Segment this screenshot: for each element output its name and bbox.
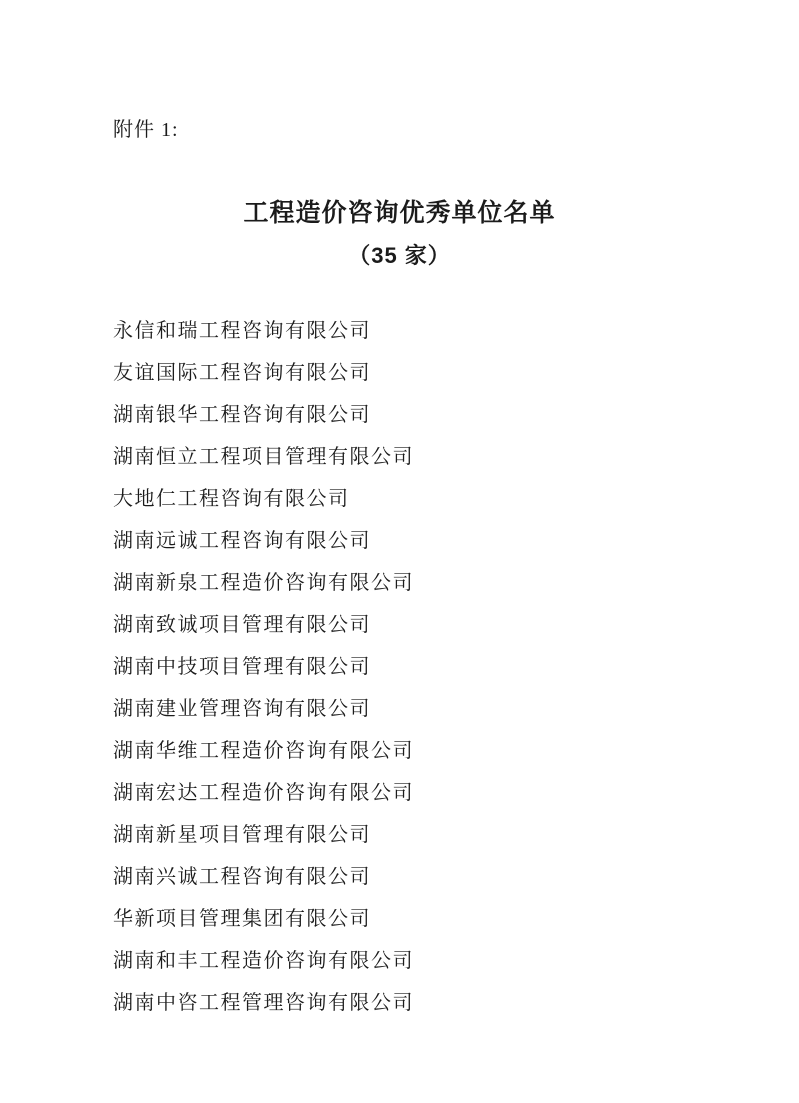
company-list-item: 湖南中技项目管理有限公司 bbox=[113, 656, 371, 678]
company-list-item: 湖南华维工程造价咨询有限公司 bbox=[113, 740, 414, 762]
company-list-item: 湖南恒立工程项目管理有限公司 bbox=[113, 446, 414, 468]
company-list-item: 湖南新星项目管理有限公司 bbox=[113, 824, 371, 846]
document-title: 工程造价咨询优秀单位名单 bbox=[243, 199, 556, 227]
company-list-item: 永信和瑞工程咨询有限公司 bbox=[113, 320, 371, 342]
company-list bbox=[113, 310, 414, 1024]
company-list-item: 友谊国际工程咨询有限公司 bbox=[113, 362, 371, 384]
attachment-label: 附件 1: bbox=[113, 119, 179, 141]
company-list-item: 湖南建业管理咨询有限公司 bbox=[113, 698, 371, 720]
company-list-item: 湖南远诚工程咨询有限公司 bbox=[113, 530, 371, 552]
company-list-item: 大地仁工程咨询有限公司 bbox=[113, 488, 350, 510]
company-list-item: 湖南和丰工程造价咨询有限公司 bbox=[113, 950, 414, 972]
company-list-item: 湖南兴诚工程咨询有限公司 bbox=[113, 866, 371, 888]
company-list-item: 湖南致诚项目管理有限公司 bbox=[113, 614, 371, 636]
company-list-item: 湖南新泉工程造价咨询有限公司 bbox=[113, 572, 414, 594]
company-list-item: 湖南银华工程咨询有限公司 bbox=[113, 404, 371, 426]
company-list-item: 湖南宏达工程造价咨询有限公司 bbox=[113, 782, 414, 804]
document-subtitle: （35 家） bbox=[348, 243, 451, 268]
company-list-item: 湖南中咨工程管理咨询有限公司 bbox=[113, 992, 414, 1014]
company-list-item: 华新项目管理集团有限公司 bbox=[113, 908, 371, 930]
